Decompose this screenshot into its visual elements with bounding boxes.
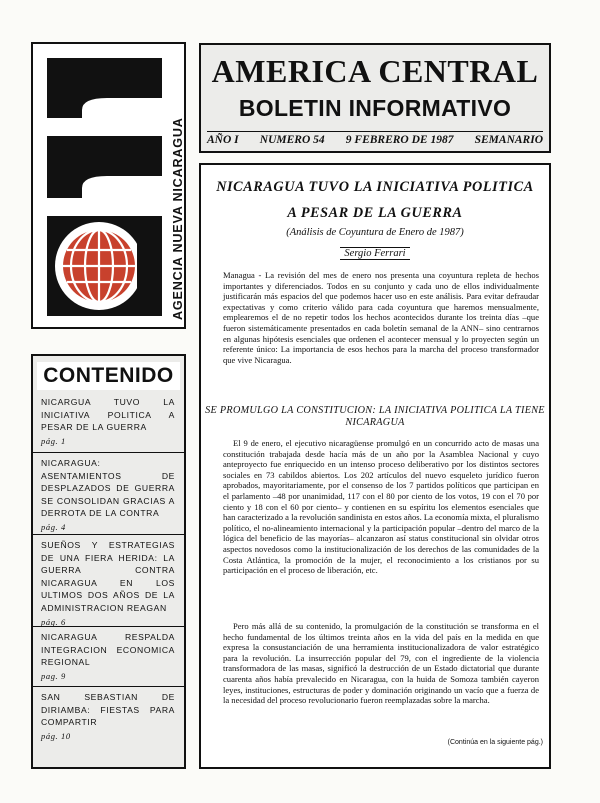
toc-item-title: SUEÑOS Y ESTRATEGIAS DE UNA FIERA HERIDA: LA GUERRA CONTRA NICARAGUA EN LOS ULTIMOS DOS AÑOS DE LA ADMINISTRACION REAGAN [41,540,175,613]
article-paragraph: El 9 de enero, el ejecutivo nicaragüense promulgó en un concurrido acto de masas una constitución trabajada desde hacía más de un año por la Asamblea Nacional y cuyo anteproyecto fue enriquecido en un intenso proceso deliberativo por los distintos sectores sociales en 73 cabildos abiertos. Los 202 artículos del nuevo esqueleto jurídico fueron aprobados, mayoritariamente, por el consenso de los 7 partidos políticos que participan en el parlamento –48 por unanimidad, 117 con el 80 por ciento de los votos, 19 con el 70 por ciento y 18 con el 60 por ciento– y contienen en su espíritu los elementos esenciales que han caracterizado a la revolución sandinista en estos años. La economía mixta, el pluralismo político, el no-alineamiento internacional y la participación popular –dentro del marco de la lógica del beneficio de las mayorías– alcanzaron así status constitucional sin olvidar otros aspectos novedosos como la institucionalización de los derechos de las comunidades de la Costa Atlántica, la promoción de la mujer, el reconocimiento a los cristianos por su participación en el proceso de liberación, etc. [223,438,539,576]
toc-item-page: pág. 4 [41,521,66,532]
toc-item[interactable] [41,631,175,682]
toc-item-title: NICARAGUA RESPALDA INTEGRACION ECONOMICA REGIONAL [41,632,175,668]
issue-year: AÑO I [207,134,239,146]
toc-item-page: pág. 1 [41,435,66,446]
toc-item-title: NICARGUA TUVO LA INICIATIVA POLITICA A PESAR DE LA GUERRA [41,397,175,433]
toc-item-page: pág. 6 [41,616,66,627]
article-intro: Managua - La revisión del mes de enero nos presenta una coyuntura repleta de hechos importantes y diferenciados. Todos en su conjunto y cada uno de ellos individualmente justificarán más espacios del que podemos hacer uso en este análisis. Para evitar defraudar expectativas y como criterio válido para cada coyuntura que haremos mensualmente, emplearemos el de no repetir todos los hechos acontecidos durante los treinta días –que fueron sistemáticamente presentados en cada boletín semanal de la ANN– sino centrarnos en algunas hipótesis esenciales que ordenen el acontecer mensual y lo proyecten según un referente único: La importancia de esos hechos para la marcha del proceso transformador que vive Nicaragua. [223,270,539,365]
toc-divider [33,452,184,453]
issue-date: 9 FEBRERO DE 1987 [345,134,454,146]
masthead [199,43,551,153]
toc-divider [33,534,184,535]
section-heading: SE PROMULGO LA CONSTITUCION: LA INICIATIVA POLITICA LA TIENE NICARAGUA [205,405,545,428]
logo-vertical-text: AGENCIA NUEVA NICARAGUA [171,117,185,320]
article-analysis-note: (Análisis de Coyuntura de Enero de 1987) [286,227,464,238]
article-author [201,248,549,259]
logo-letter-n-mid [47,136,162,198]
toc-divider [33,686,184,687]
masthead-rule [207,131,543,132]
logo-letter-n-top [47,58,162,118]
toc-divider [33,626,184,627]
toc-item-page: pag. 9 [41,670,66,681]
issue-frequency: SEMANARIO [474,134,543,146]
ann-logo [31,42,186,329]
publication-subtitle: BOLETIN INFORMATIVO [238,95,512,121]
issue-number: NUMERO 54 [259,134,325,146]
table-of-contents [31,354,186,769]
publication-title: AMERICA CENTRAL [211,53,539,89]
issue-meta [207,134,543,146]
toc-item-title: SAN SEBASTIAN DE DIRIAMBA: FIESTAS PARA COMPARTIR [41,692,175,728]
continued-note: (Continúa en la siguiente pág.) [447,739,543,746]
toc-title: CONTENIDO [37,362,180,390]
toc-item[interactable] [41,396,175,447]
article-headline: NICARAGUA TUVO LA INICIATIVA POLITICA A PESAR DE LA GUERRA [216,179,534,221]
toc-item[interactable] [41,691,175,742]
logo-vertical-label [171,54,185,324]
article-paragraph: Pero más allá de su contenido, la promulgación de la constitución se transforma en el hecho fundamental de los últimos treinta años en la vida del país en la medida en que expresa la consustanciación de una herramienta institucionalizadora de valor estratégico para la revolución. La insurrección popular del 79, con el ingrediente de la violencia transformadora de las masas, significó la destrucción de un Estado dictatorial que durante cuarenta años había prevalecido en Nicaragua, con la huida de Somoza también cayeron leyes, instituciones, estructuras de poder y dominación originando un vacío que a fuerza de la necesidad del proceso revolucionario fueron reemplazadas sobre la marcha. [223,621,539,706]
toc-item[interactable] [41,539,175,628]
toc-item-page: pág. 10 [41,730,71,741]
lead-article [199,163,551,769]
toc-item-title: NICARAGUA: ASENTAMIENTOS DE DESPLAZADOS DE GUERRA SE CONSOLIDAN GRACIAS A DERROTA DE LA CONTRA [41,458,175,519]
author-name: Sergio Ferrari [340,247,409,260]
toc-item[interactable] [41,457,175,534]
ann-logo-graphic [37,48,171,326]
